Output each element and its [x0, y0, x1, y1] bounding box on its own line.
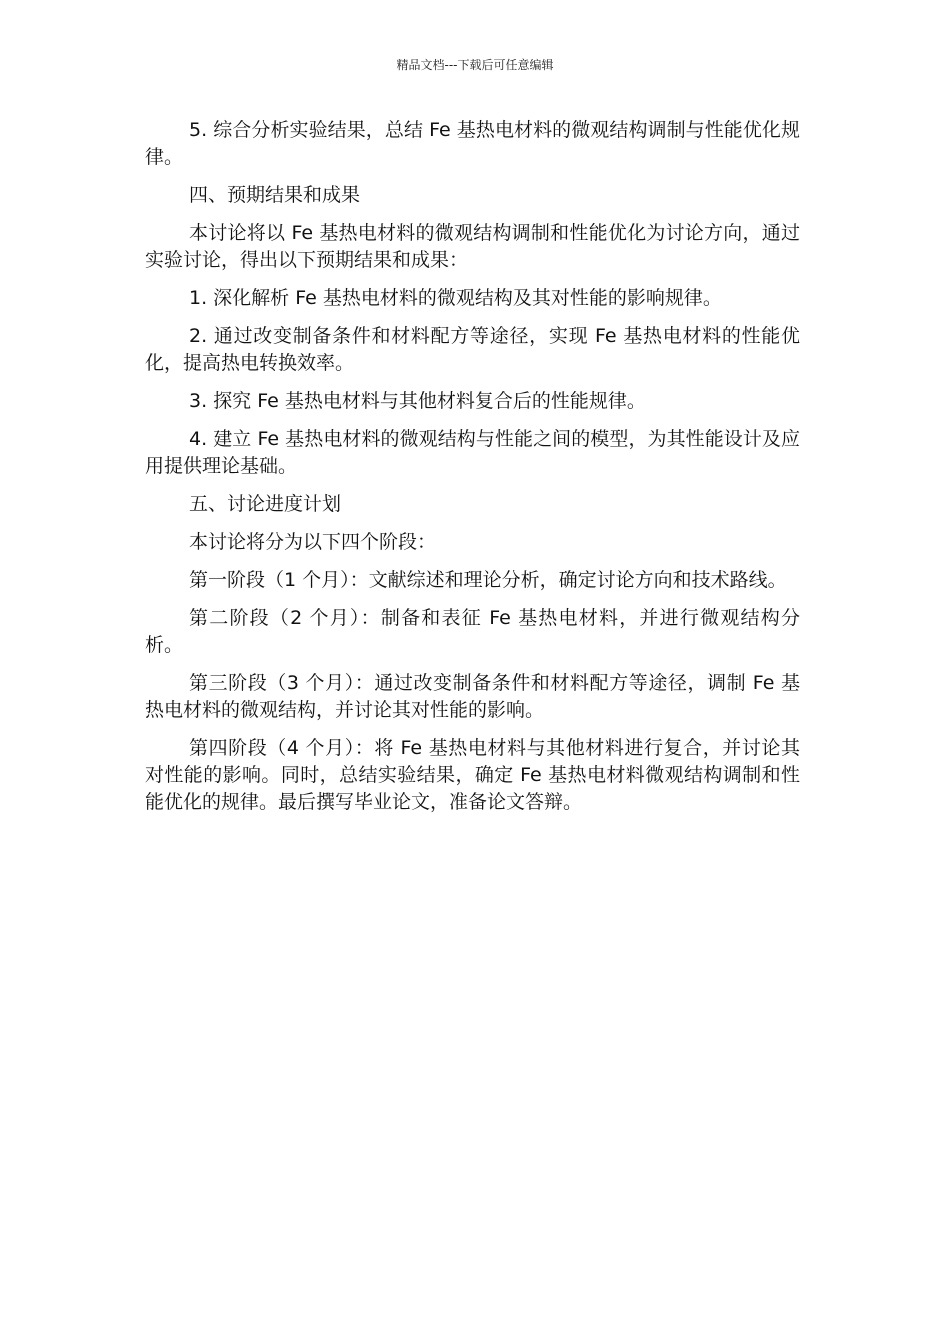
document-body: [145, 117, 800, 827]
paragraph-phase-1: 第一阶段（1 个月）：文献综述和理论分析，确定讨论方向和技术路线。: [189, 569, 787, 591]
section-heading-expected-results: 四、预期结果和成果: [189, 184, 361, 206]
page-header: 精品文档---下载后可任意编辑: [396, 58, 554, 72]
paragraph-phase-3: 第三阶段（3 个月）：通过改变制备条件和材料配方等途径，调制 Fe 基热电材料的微观结构，并讨论其对性能的影响。: [145, 672, 800, 721]
paragraph-schedule-intro: 本讨论将分为以下四个阶段：: [189, 531, 437, 553]
paragraph-phase-2: 第二阶段（2 个月）：制备和表征 Fe 基热电材料，并进行微观结构分析。: [145, 607, 800, 656]
section-heading-schedule: 五、讨论进度计划: [189, 493, 342, 515]
paragraph-phase-4: 第四阶段（4 个月）：将 Fe 基热电材料与其他材料进行复合，并讨论其对性能的影响。同时，总结实验结果，确定 Fe 基热电材料微观结构调制和性能优化的规律。最后撰写毕业论文，准备论文答辩。: [145, 737, 800, 813]
paragraph-result-2: 2. 通过改变制备条件和材料配方等途径，实现 Fe 基热电材料的性能优化，提高热电转换效率。: [145, 325, 800, 374]
paragraph-intro-expected-results: 本讨论将以 Fe 基热电材料的微观结构调制和性能优化为讨论方向，通过实验讨论，得出以下预期结果和成果：: [145, 222, 800, 271]
paragraph-result-4: 4. 建立 Fe 基热电材料的微观结构与性能之间的模型，为其性能设计及应用提供理论基础。: [145, 428, 800, 477]
paragraph-result-3: 3. 探究 Fe 基热电材料与其他材料复合后的性能规律。: [189, 390, 646, 412]
paragraph-result-1: 1. 深化解析 Fe 基热电材料的微观结构及其对性能的影响规律。: [189, 287, 722, 309]
paragraph-item-5-summary: 5. 综合分析实验结果，总结 Fe 基热电材料的微观结构调制与性能优化规律。: [145, 119, 800, 168]
